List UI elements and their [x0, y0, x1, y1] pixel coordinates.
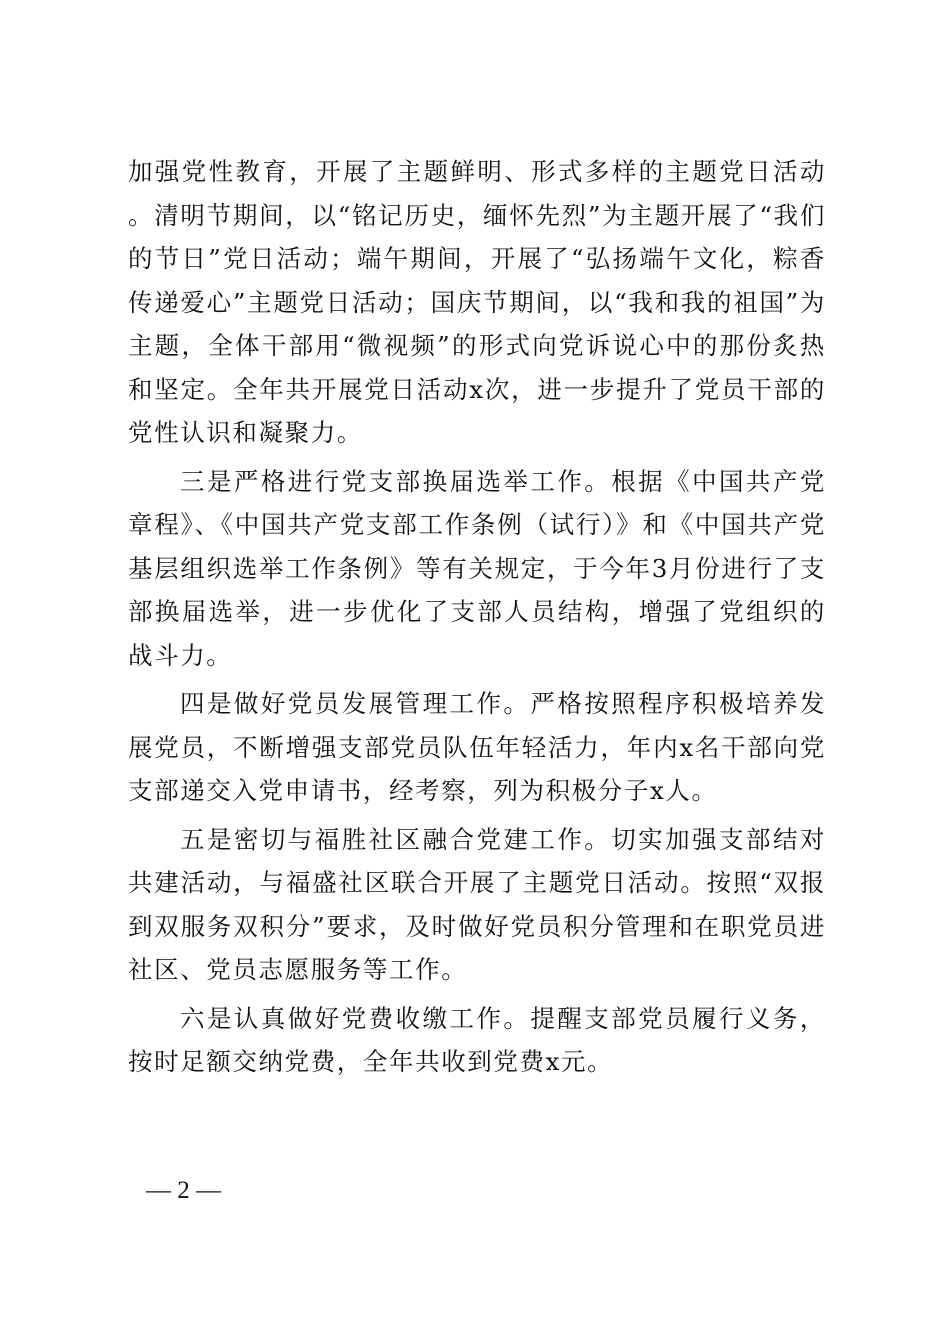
paragraph-item-3: 三是严格进行党支部换届选举工作。根据《中国共产党章程》、《中国共产党支部工作条例（试行）》和《中国共产党基层组织选举工作条例》等有关规定，于今年3月份进行了支部换届选举，进一步优化了支部人员结构，增强了党组织的战斗力。 — [128, 466, 826, 670]
paragraph-item-5: 五是密切与福胜社区融合党建工作。切实加强支部结对共建活动，与福盛社区联合开展了主题党日活动。按照“双报到双服务双积分”要求，及时做好党员积分管理和在职党员进社区、党员志愿服务等工作。 — [128, 824, 826, 984]
paragraph-item-4: 四是做好党员发展管理工作。严格按照程序积极培养发展党员，不断增强支部党员队伍年轻活力，年内x名干部向党支部递交入党申请书，经考察，列为积极分子x人。 — [128, 689, 826, 805]
page-number: — 2 — — [146, 1177, 221, 1204]
document-body — [128, 150, 826, 1084]
paragraph-item-6: 六是认真做好党费收缴工作。提醒支部党员履行义务，按时足额交纳党费，全年共收到党费x元。 — [128, 1003, 826, 1076]
paragraph-continuation: 加强党性教育，开展了主题鲜明、形式多样的主题党日活动。清明节期间，以“铭记历史，缅怀先烈”为主题开展了“我们的节日”党日活动；端午期间，开展了“弘扬端午文化，粽香传递爱心”主题党日活动；国庆节期间，以“我和我的祖国”为主题，全体干部用“微视频”的形式向党诉说心中的那份炙热和坚定。全年共开展党日活动x次，进一步提升了党员干部的党性认识和凝聚力。 — [128, 157, 826, 447]
